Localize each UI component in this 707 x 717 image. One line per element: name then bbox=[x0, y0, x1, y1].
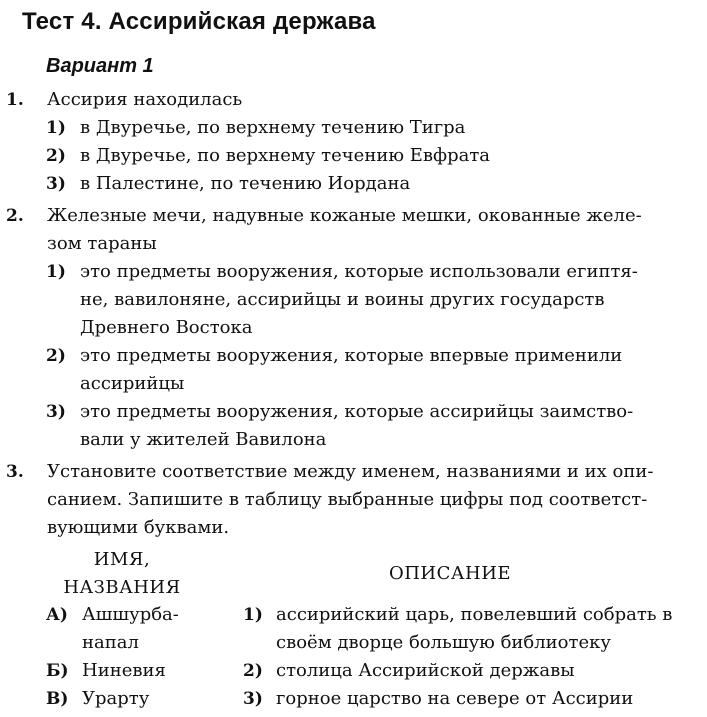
test-title: Тест 4. Ассирийская держава bbox=[22, 8, 376, 35]
option-number: 1) bbox=[46, 262, 66, 282]
description-text-line: горное царство на севере от Ассирии bbox=[276, 688, 634, 709]
question-number: 3. bbox=[6, 462, 24, 482]
option-text-line: Древнего Востока bbox=[80, 317, 253, 338]
option-number: 3) bbox=[46, 402, 66, 422]
description-number: 3) bbox=[243, 689, 263, 709]
question-text-line: зом тараны bbox=[47, 233, 157, 254]
option-text-line: в Палестине, по течению Иордана bbox=[80, 173, 411, 194]
right-column-header: ОПИСАНИЕ bbox=[388, 563, 512, 584]
question-number: 2. bbox=[6, 206, 24, 226]
option-text-line: вали у жителей Вавилона bbox=[80, 429, 327, 450]
question-text-line: Установите соответствие между именем, названиями и их опи- bbox=[47, 461, 654, 482]
option-number: 1) bbox=[46, 118, 66, 138]
name-text-line: Ашшурба- bbox=[82, 604, 179, 625]
option-number: 2) bbox=[46, 146, 66, 166]
variant-heading: Вариант 1 bbox=[46, 55, 154, 77]
description-text-line: своём дворце большую библиотеку bbox=[276, 632, 611, 653]
question-text-line: санием. Запишите в таблицу выбранные цифры под соответст- bbox=[47, 489, 648, 510]
option-text-line: в Двуречье, по верхнему течению Тигра bbox=[80, 117, 466, 138]
name-text-line: Урарту bbox=[82, 688, 150, 709]
option-text-line: в Двуречье, по верхнему течению Евфрата bbox=[80, 145, 491, 166]
description-text-line: ассирийский царь, повелевший собрать в bbox=[276, 604, 673, 625]
option-text-line: это предметы вооружения, которые впервые применили bbox=[80, 345, 623, 366]
left-column-header-line: НАЗВАНИЯ bbox=[63, 577, 181, 598]
description-text-line: столица Ассирийской державы bbox=[276, 660, 575, 681]
description-number: 2) bbox=[243, 661, 263, 681]
option-number: 3) bbox=[46, 174, 66, 194]
description-number: 1) bbox=[243, 605, 263, 625]
question-text-line: Железные мечи, надувные кожаные мешки, окованные желе- bbox=[47, 205, 642, 226]
name-text-line: напал bbox=[82, 632, 139, 653]
option-text-line: это предметы вооружения, которые ассирийцы заимство- bbox=[80, 401, 634, 422]
question-text-line: вующими буквами. bbox=[47, 517, 230, 538]
left-column-header-line: ИМЯ, bbox=[93, 549, 151, 570]
question-text-line: Ассирия находилась bbox=[47, 89, 243, 110]
option-text-line: не, вавилоняне, ассирийцы и воины других государств bbox=[80, 289, 605, 310]
option-number: 2) bbox=[46, 346, 66, 366]
name-letter: Б) bbox=[46, 661, 69, 681]
option-text-line: это предметы вооружения, которые использовали египтя- bbox=[80, 261, 638, 282]
name-letter: В) bbox=[46, 689, 69, 709]
option-text-line: ассирийцы bbox=[80, 373, 185, 394]
name-text-line: Ниневия bbox=[82, 660, 166, 681]
name-letter: А) bbox=[46, 605, 68, 625]
question-number: 1. bbox=[6, 90, 24, 110]
